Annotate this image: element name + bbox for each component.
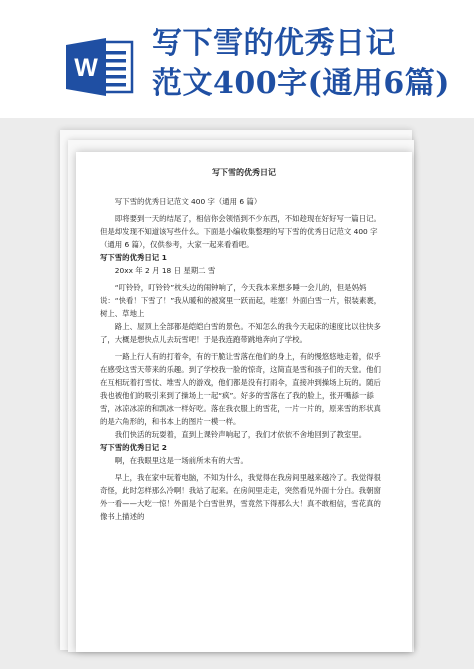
body-paragraph: “叮铃铃，叮铃铃”枕头边的闹钟响了，今天我本来想多睡一会儿的，但是妈妈说：“快看！下雪了！”我从暖和的被窝里一跃而起，哇塞！外面白雪一片，银装素裹，树上、草地上 [100,283,382,318]
word-document-icon [66,36,136,98]
header-banner [0,0,474,120]
body-paragraph: 一路上行人有的打着伞，有的干脆让雪落在他们的身上，有的慢悠悠地走着，似乎在感受这雪天带来的乐趣。到了学校我一脸的惊奇，这简直是雪和孩子们的天堂。他们在互相玩着打雪仗、堆雪人的游戏，他们都是没有打雨伞，直接冲到操场上玩的。随后我也被他们的吸引来到了操场上一起“疯”。好多的雪落在了我的脸上，张开嘴舔一舔雪，冰凉冰凉的和凯冰一样好吃。落在我衣服上的雪花，一片一片的，原来雪的形状真的是六角形的，和书本上的图片一模一样。 [100,352,381,426]
title-line-1: 写下雪的优秀日记 [152,26,396,61]
page-title: 写下雪的优秀日记 [212,168,276,177]
body-paragraph: 早上，我在家中玩着电脑，不知为什么，我觉得在我房间里越来越冷了。我觉得很奇怪，此时怎样那么冷啊！我站了起来。在房间里走走，突然看见外面十分白。我朝窗外一看——大吃一惊！外面是个白雪世界，雪竟然下得那么大！真不敢相信，雪花真的像书上描述的 [100,473,381,521]
svg-text:W: W [74,54,98,82]
date-line: 20xx 年 2 月 18 日 星期二 雪 [114,266,216,275]
section-heading-1: 写下雪的优秀日记 1 [100,253,167,262]
document-body [100,166,388,523]
title-line-2: 范文400字(通用6篇) [152,66,450,101]
body-paragraph: 我们快活的玩耍着，直到上课铃声响起了，我们才依依不舍地回到了教室里。 [114,430,367,439]
document-page [76,152,412,652]
section-heading-2: 写下雪的优秀日记 2 [100,443,167,452]
document-title-heading [152,24,464,104]
doc-subtitle: 写下雪的优秀日记范文 400 字（通用 6 篇） [114,197,262,206]
intro-paragraph: 即将要到一天的结尾了，相信你会领悟到不少东西，不如趁现在好好写一篇日记。但是却发现不知道该写些什么。下面是小编收集整理的写下雪的优秀日记范文 400 字（通用 6 篇），仅供参考，大家一起来看看吧。 [100,214,381,249]
body-paragraph: 路上、屋顶上全部都是皑皑白雪的景色。不知怎么的我今天起床的速度比以往快多了，大概是想快点儿去玩雪吧！于是我连跑带跳地奔向了学校。 [100,322,381,344]
body-paragraph: 啊，在我眼里这是一场前所未有的大雪。 [114,456,248,465]
document-preview-area [0,118,474,669]
